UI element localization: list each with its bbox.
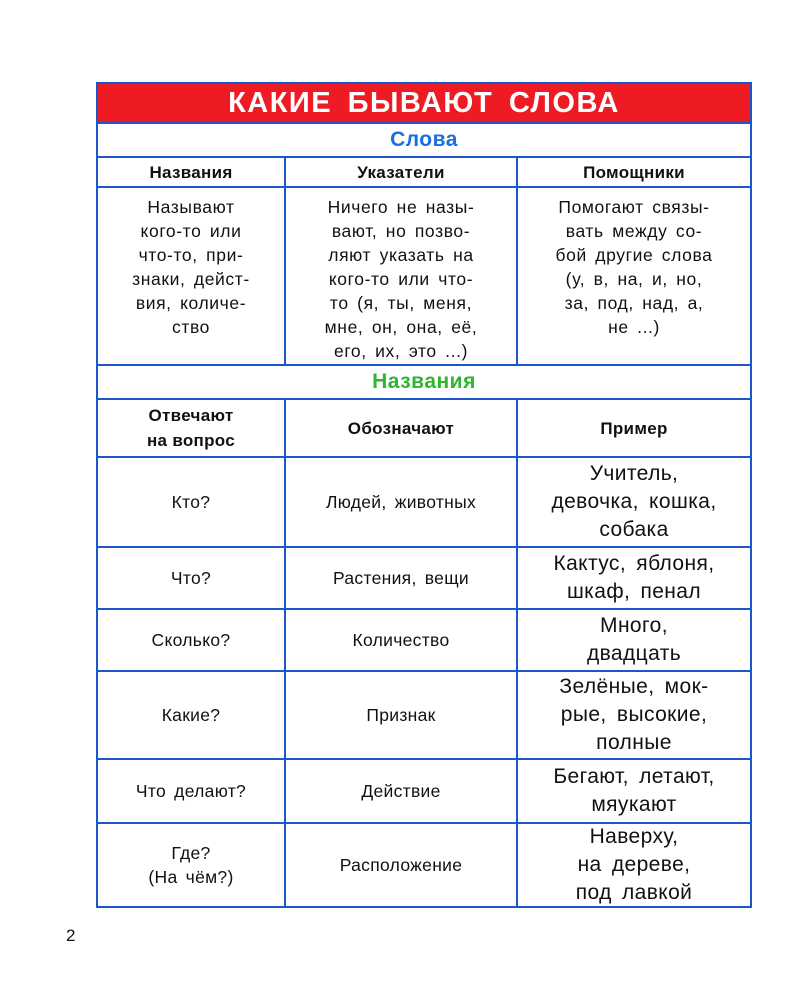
- page-title: КАКИЕ БЫВАЮТ СЛОВА: [228, 86, 620, 119]
- words-section-header: [98, 124, 750, 156]
- page-number: 2: [66, 926, 76, 945]
- example-cell: Бегают, летают, мяукают: [553, 765, 715, 816]
- table-row: [98, 548, 750, 608]
- table-row: [98, 458, 750, 546]
- question-cell: Что?: [170, 568, 212, 588]
- example-cell: Учитель, девочка, кошка, собака: [551, 462, 717, 541]
- column-divider: [284, 158, 286, 364]
- table-row: [98, 760, 750, 822]
- column-header-example: Пример: [600, 418, 668, 438]
- table-row: [98, 824, 750, 906]
- example-cell: Зелёные, мок- рые, высокие, полные: [559, 675, 709, 754]
- words-table: [96, 82, 752, 908]
- question-cell: Какие?: [161, 705, 221, 725]
- example-cell: Кактус, яблоня, шкаф, пенал: [553, 552, 715, 603]
- pointers-description: Ничего не назы- вают, но позво- ляют указать на кого-то или что- то (я, ты, меня, мне, он, она, её, его, их, это ...): [324, 197, 478, 361]
- meaning-cell: Людей, животных: [325, 492, 477, 512]
- names-section-title: Названия: [372, 370, 476, 393]
- words-columns-header: [98, 158, 750, 186]
- helpers-description: Помогают связы- вать между со- бой другие слова (у, в, на, и, но, за, под, над, а, не ...): [555, 197, 713, 337]
- meaning-cell: Признак: [366, 705, 436, 725]
- words-descriptions-row: [98, 188, 750, 364]
- meaning-cell: Растения, вещи: [333, 568, 469, 588]
- meaning-cell: Количество: [352, 630, 450, 650]
- column-header-names: Названия: [149, 162, 233, 182]
- words-section-title: Слова: [390, 128, 458, 151]
- meaning-cell: Действие: [361, 781, 441, 801]
- column-header-question: Отвечают на вопрос: [146, 406, 236, 450]
- column-header-meaning: Обозначают: [347, 418, 455, 438]
- question-cell: Где? (На чём?): [148, 843, 234, 887]
- table-row: [98, 672, 750, 758]
- names-description: Называют кого-то или что-то, при- знаки, дейст- вия, количе- ство: [132, 197, 250, 337]
- column-divider: [516, 400, 518, 906]
- example-cell: Много, двадцать: [586, 614, 682, 665]
- question-cell: Кто?: [171, 492, 211, 512]
- example-cell: Наверху, на дереве, под лавкой: [575, 825, 693, 904]
- question-cell: Сколько?: [151, 630, 231, 650]
- title-banner: [98, 84, 750, 122]
- names-columns-header: [98, 400, 750, 456]
- column-header-helpers: Помощники: [583, 162, 685, 182]
- column-header-pointers: Указатели: [357, 162, 445, 182]
- column-divider: [284, 400, 286, 906]
- table-row: [98, 610, 750, 670]
- question-cell: Что делают?: [135, 781, 247, 801]
- names-section-header: [98, 366, 750, 398]
- column-divider: [516, 158, 518, 364]
- meaning-cell: Расположение: [339, 855, 463, 875]
